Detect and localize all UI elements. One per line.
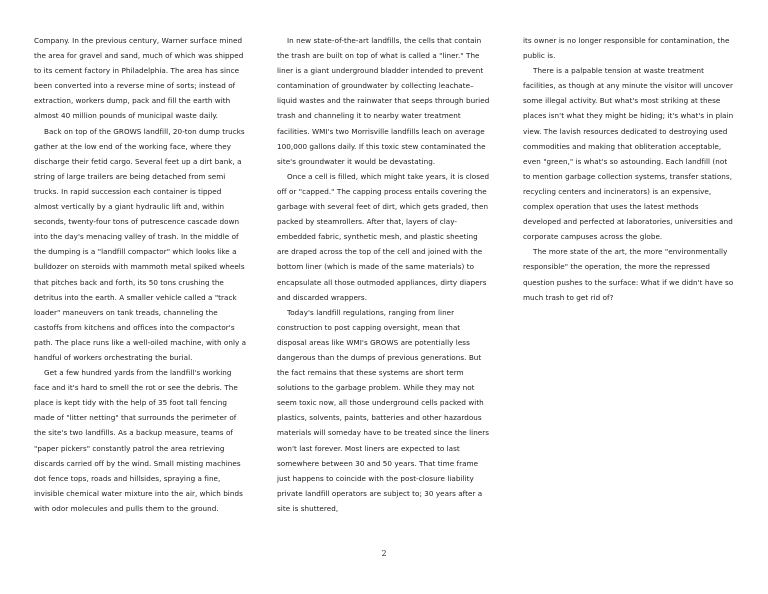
paragraph: Once a cell is filled, which might take years, it is closed off or "capped." The capping process entails covering the garbage with several feet of dirt, which gets graded, then packed by steamrollers. After that, layers of clay-embedded fabric, synthetic mesh, and plastic sheeting are draped across the top of the cell and joined with the bottom liner (which is made of the same materials) to encapsulate all those outmoded appliances, dirty diapers and discarded wrappers. [277,171,490,302]
paragraph: Back on top of the GROWS landfill, 20-ton dump trucks gather at the low end of the working face, where they discharge their fetid cargo. Several feet up a dirt bank, a string of large trailers are being detached from semi trucks. In rapid succession each container is tipped almost vertically by a giant hydraulic lift and, within seconds, twenty-four tons of putrescence cascade down into the day's menacing valley of trash. In the middle of the dumping is a "landfill compactor" which looks like a bulldozer on steroids with mammoth metal spiked wheels that pitches back and forth, its 50 tons crushing the detritus into the earth. A smaller vehicle called a "track loader" maneuvers on tank treads, channeling the castoffs from kitchens and offices into the compactor's path. The place runs like a well-oiled machine, with only a handful of workers orchestrating the burial. [34,126,247,362]
paragraph: Get a few hundred yards from the landfill's working face and it's hard to smell the rot or see the debris. The place is kept tidy with the help of 35 foot tall fencing made of "litter netting" that surrounds the perimeter of the site's two landfills. As a backup measure, teams of "paper pickers" constantly patrol the area retrieving discards carried off by the wind. Small misting machines dot fence tops, roads and hillsides, spraying a fine, invisible chemical water mixture into the air, which binds with odor molecules and pulls them to the ground. [34,368,243,513]
text-column-2 [277,33,491,516]
paragraph: its owner is no longer responsible for contamination, the public is. [523,36,730,61]
paragraph: Company. In the previous century, Warner surface mined the area for gravel and sand, much of which was shipped to its cement factory in Philadelphia. The area has since been converted into a reverse mine of sorts; instead of extraction, workers dump, pack and fill the earth with almost 40 million pounds of municipal waste daily. [34,36,244,121]
paragraph: The more state of the art, the more "environmentally responsible" the operation, the more the repressed question pushes to the surface: What if we didn't have so much trash to get rid of? [523,247,734,302]
paragraph: In new state-of-the-art landfills, the cells that contain the trash are built on top of what is called a "liner." The liner is a giant underground bladder intended to prevent contamination of groundwater by collecting leachate–liquid wastes and the rainwater that seeps through buried trash and channeling it to nearby water treatment facilities. WMI's two Morrisville landfills leach on average 100,000 gallons daily. If this toxic stew contaminated the site's groundwater it would be devastating. [277,36,490,166]
paragraph: There is a palpable tension at waste treatment facilities, as though at any minute the visitor will uncover some illegal activity. But what's most striking at these places isn't what they might be hiding; it's what's in plain view. The lavish resources dedicated to destroying used commodities and making that obliteration acceptable, even "green," is what's so astounding. Each landfill (not to mention garbage collection systems, transfer stations, recycling centers and incinerators) is an expensive, complex operation that uses the latest methods developed and perfected at laboratories, universities and corporate campuses across the globe. [523,66,734,242]
text-column-3 [523,33,735,305]
paragraph: Today's landfill regulations, ranging from liner construction to post capping oversight, mean that disposal areas like WMI's GROWS are potentially less dangerous than the dumps of previous generations. But the fact remains that these systems are short term solutions to the garbage problem. While they may not seem toxic now, all those underground cells packed with plastics, solvents, paints, batteries and other hazardous materials will someday have to be treated since the liners won't last forever. Most liners are expected to last somewhere between 30 and 50 years. That time frame just happens to coincide with the post-closure liability private landfill operators are subject to; 30 years after a site is shuttered, [277,307,490,513]
text-column-1 [34,33,248,516]
page-number: 2 [381,549,387,558]
